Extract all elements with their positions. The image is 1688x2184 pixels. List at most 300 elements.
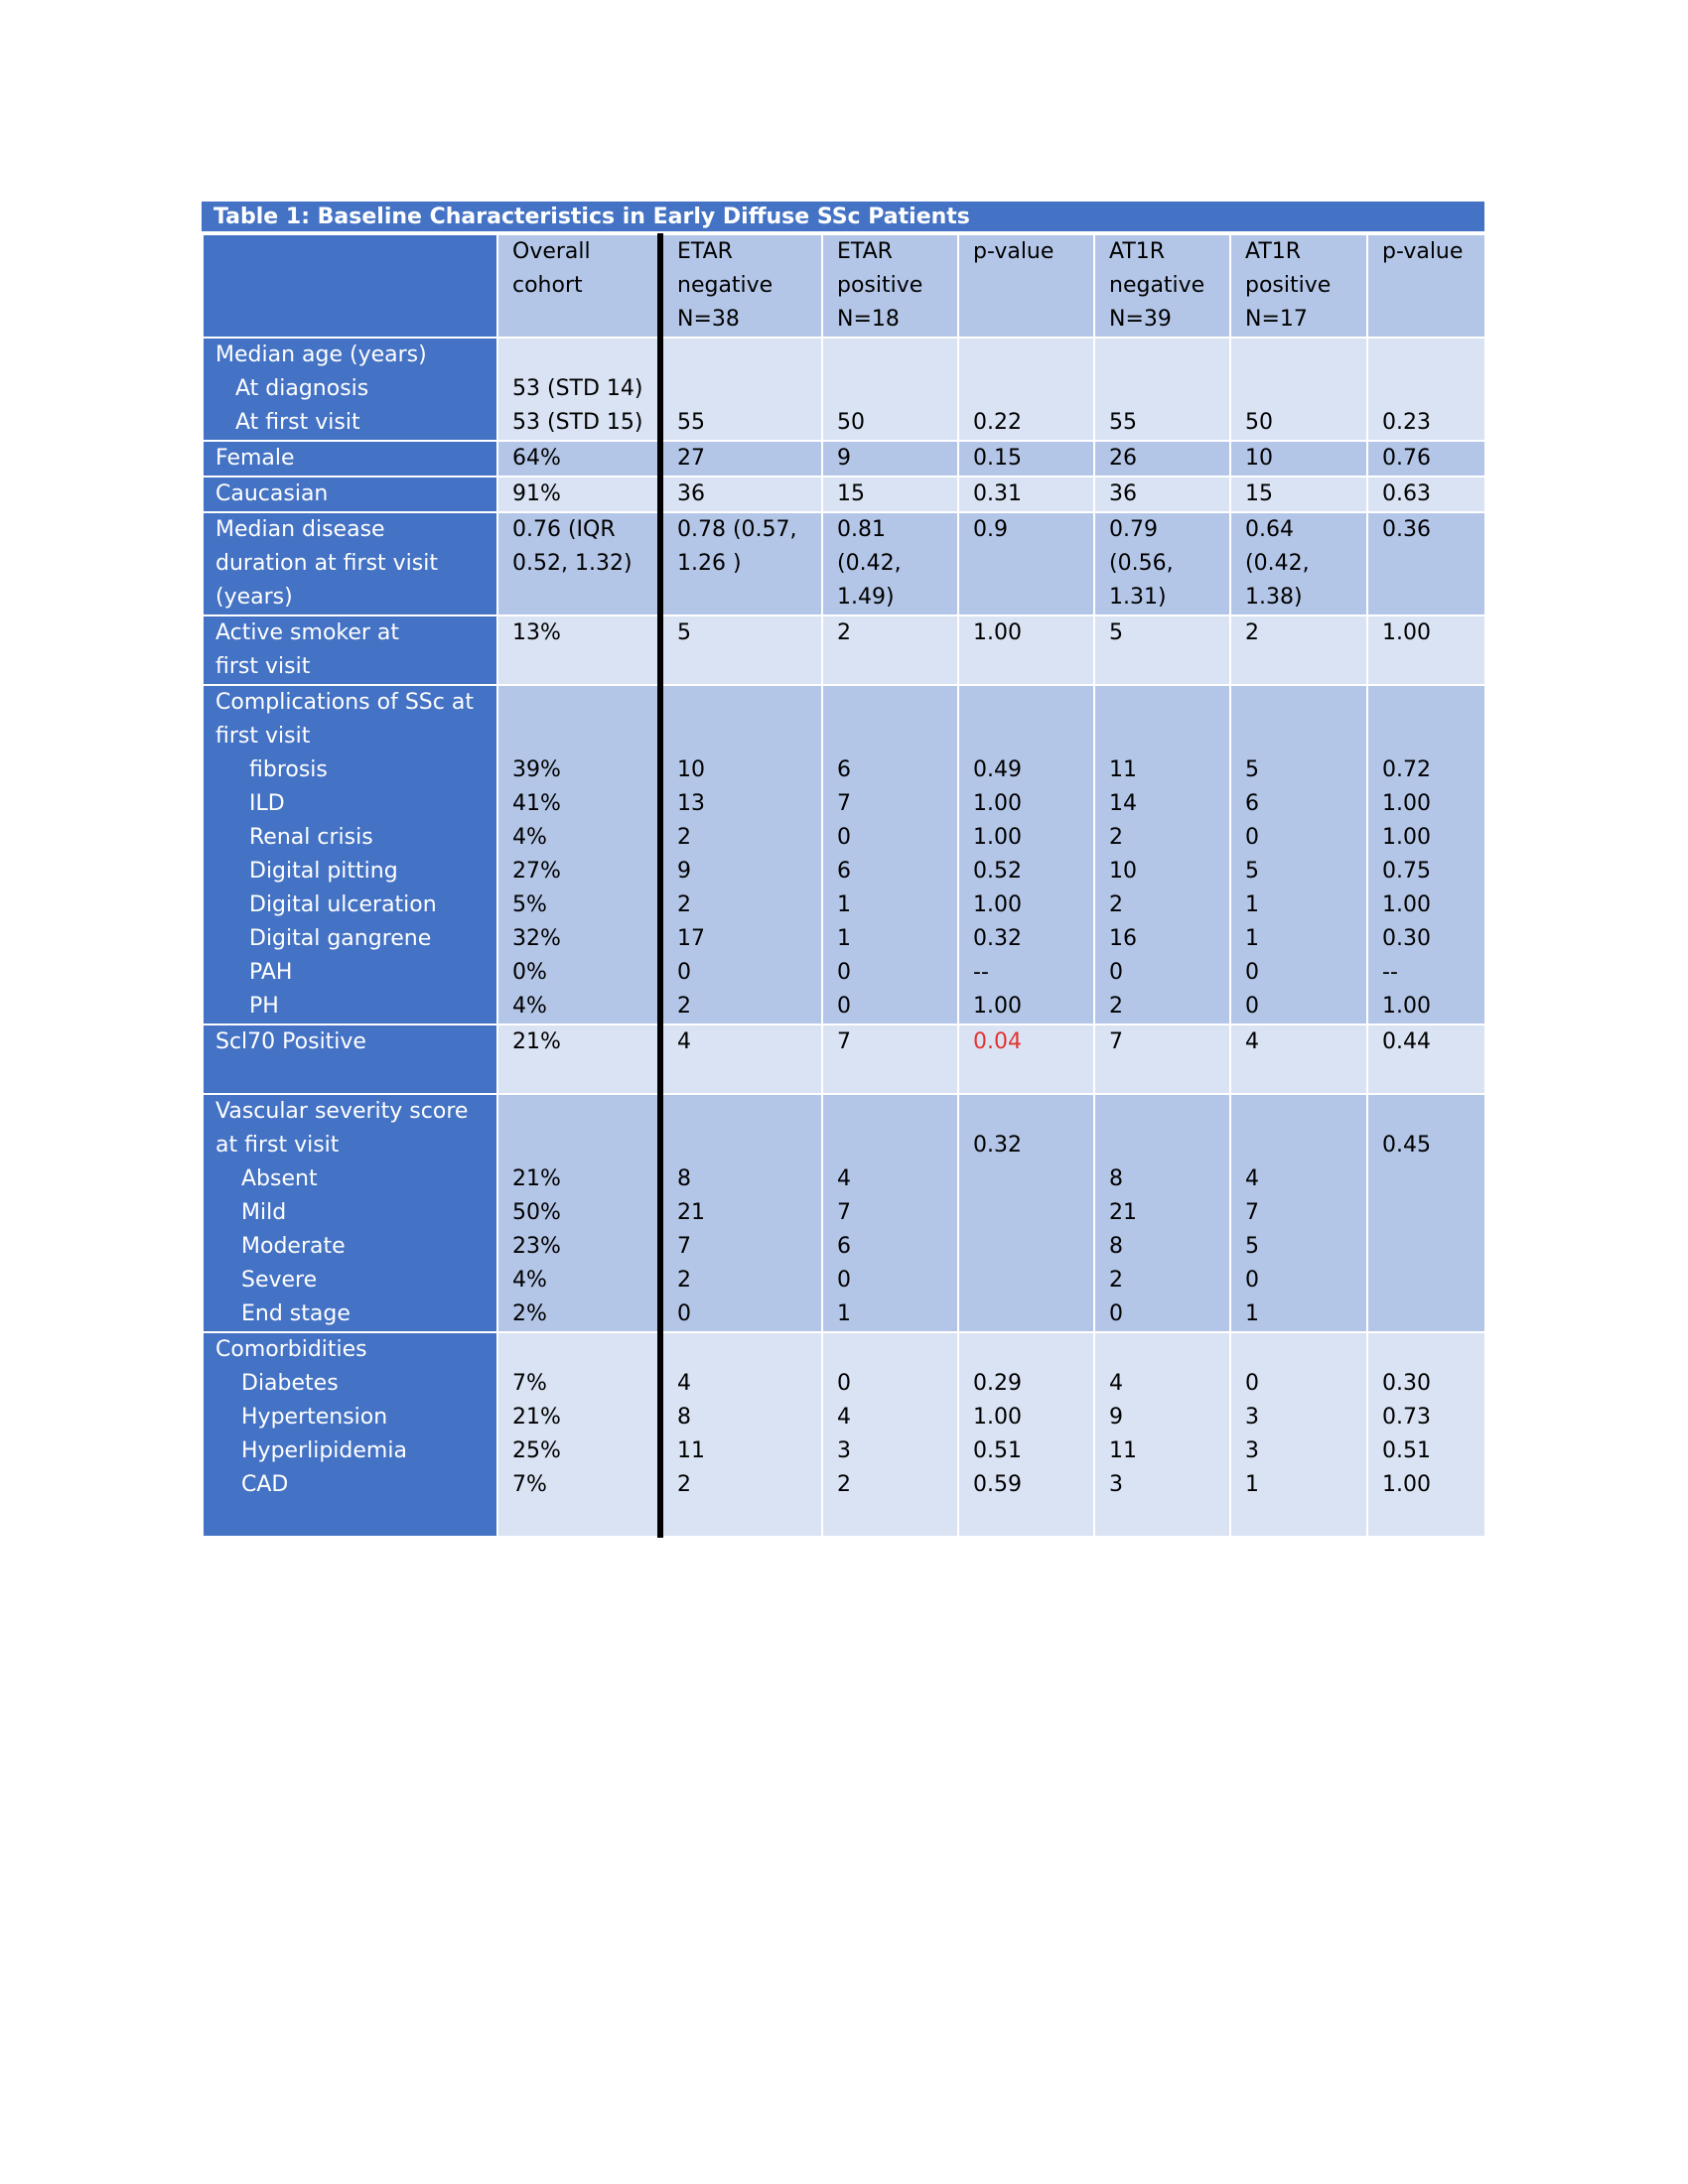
header-overall-cohort-line: cohort xyxy=(512,273,583,298)
overall-cohort-cell xyxy=(497,512,660,615)
overall-cohort-cell-line: 41% xyxy=(512,791,561,816)
row-label-line: Digital ulceration xyxy=(249,892,437,917)
at1r-negative-cell-line: 5 xyxy=(1109,620,1123,645)
at1r-p-value-cell-line: 0.51 xyxy=(1382,1438,1431,1463)
at1r-negative-cell-line: 4 xyxy=(1109,1371,1123,1396)
at1r-positive-cell-line xyxy=(1245,1095,1366,1129)
etar-p-value-cell-line: 0.49 xyxy=(973,757,1022,782)
overall-cohort-cell-line: 25% xyxy=(512,1438,561,1463)
etar-p-value-cell-line: 0.31 xyxy=(973,481,1022,506)
etar-p-value-cell-line: 0.51 xyxy=(973,1438,1022,1463)
row-label-line: Absent xyxy=(241,1166,318,1191)
at1r-p-value-cell-line xyxy=(1382,1333,1484,1367)
at1r-p-value-cell xyxy=(1367,615,1485,685)
overall-cohort-cell-line: 7% xyxy=(512,1371,547,1396)
header-at1r-positive-line: AT1R xyxy=(1245,239,1302,264)
at1r-negative-cell-line: 11 xyxy=(1109,757,1137,782)
etar-negative-cell xyxy=(660,512,822,615)
etar-negative-cell-line xyxy=(677,720,821,753)
etar-negative-cell-line: 5 xyxy=(677,620,691,645)
etar-positive-cell-line: 50 xyxy=(837,410,865,435)
etar-positive-cell-line xyxy=(837,720,957,753)
etar-negative-cell-line xyxy=(677,372,821,406)
overall-cohort-cell xyxy=(497,441,660,477)
header-overall-cohort xyxy=(497,234,660,338)
overall-cohort-cell xyxy=(497,1094,660,1332)
at1r-p-value-cell-line: -- xyxy=(1382,960,1398,985)
at1r-p-value-cell-line xyxy=(1382,720,1484,753)
at1r-positive-cell-line: 1.38) xyxy=(1245,585,1303,610)
at1r-positive-cell-line: 4 xyxy=(1245,1166,1259,1191)
etar-negative-cell-line: 2 xyxy=(677,1472,691,1497)
overall-cohort-cell-line xyxy=(512,339,657,372)
at1r-negative-cell-line: 2 xyxy=(1109,825,1123,850)
header-etar-negative-line: N=38 xyxy=(677,307,740,332)
etar-negative-cell-line: 2 xyxy=(677,994,691,1019)
at1r-negative-cell-line: 7 xyxy=(1109,1029,1123,1054)
row-label-line: Female xyxy=(215,446,295,471)
row-label-line: at first visit xyxy=(215,1133,340,1158)
etar-negative-cell-line: 4 xyxy=(677,1029,691,1054)
overall-cohort-cell-line xyxy=(512,1095,657,1129)
at1r-positive-cell-line: 0 xyxy=(1245,1268,1259,1293)
at1r-p-value-cell xyxy=(1367,441,1485,477)
etar-p-value-cell xyxy=(958,441,1094,477)
at1r-negative-cell-line: 2 xyxy=(1109,1268,1123,1293)
at1r-negative-cell-line: 8 xyxy=(1109,1234,1123,1259)
row-label-line: Digital gangrene xyxy=(249,926,432,951)
etar-positive-cell-line: 3 xyxy=(837,1438,851,1463)
at1r-positive-cell-line: 6 xyxy=(1245,791,1259,816)
at1r-negative-cell xyxy=(1094,1332,1230,1537)
etar-p-value-cell-line: 0.04 xyxy=(973,1029,1022,1054)
at1r-p-value-cell xyxy=(1367,1332,1485,1537)
at1r-p-value-cell-line: 0.30 xyxy=(1382,926,1431,951)
etar-positive-cell xyxy=(822,615,958,685)
etar-positive-cell-line: 0 xyxy=(837,1371,851,1396)
overall-cohort-cell-line: 50% xyxy=(512,1200,561,1225)
etar-positive-cell-line: 6 xyxy=(837,1234,851,1259)
overall-cohort-cell-line: 4% xyxy=(512,1268,547,1293)
etar-p-value-cell-line: 0.15 xyxy=(973,446,1022,471)
row-label-line: PH xyxy=(249,994,279,1019)
at1r-negative-cell xyxy=(1094,685,1230,1024)
etar-p-value-cell-line: 0.32 xyxy=(973,926,1022,951)
at1r-negative-cell xyxy=(1094,1094,1230,1332)
at1r-p-value-cell-line xyxy=(1382,372,1484,406)
overall-cohort-cell-line: 21% xyxy=(512,1029,561,1054)
table-row xyxy=(203,512,1485,615)
etar-negative-cell-line: 13 xyxy=(677,791,705,816)
overall-cohort-cell xyxy=(497,1332,660,1537)
at1r-negative-cell xyxy=(1094,512,1230,615)
etar-negative-cell-line: 0.78 (0.57, xyxy=(677,517,797,542)
table-row xyxy=(203,685,1485,1024)
etar-negative-cell-line: 55 xyxy=(677,410,705,435)
at1r-negative-cell-line: 14 xyxy=(1109,791,1137,816)
row-label xyxy=(203,1332,497,1537)
at1r-positive-cell-line xyxy=(1245,372,1366,406)
overall-cohort-cell-line: 64% xyxy=(512,446,561,471)
table-row xyxy=(203,441,1485,477)
at1r-p-value-cell xyxy=(1367,1094,1485,1332)
header-at1r-negative-line: negative xyxy=(1109,273,1205,298)
row-label-line: Hypertension xyxy=(241,1405,388,1430)
etar-positive-cell-line xyxy=(837,1333,957,1367)
etar-positive-cell-line: 6 xyxy=(837,757,851,782)
etar-p-value-cell-line: 0.22 xyxy=(973,410,1022,435)
etar-positive-cell-line: 2 xyxy=(837,620,851,645)
at1r-p-value-cell-line: 0.76 xyxy=(1382,446,1431,471)
etar-p-value-cell xyxy=(958,685,1094,1024)
table-row xyxy=(203,338,1485,441)
overall-cohort-cell-line xyxy=(512,686,657,720)
at1r-positive-cell xyxy=(1230,615,1367,685)
etar-positive-cell-line: 0 xyxy=(837,960,851,985)
header-at1r-p-value xyxy=(1367,234,1485,338)
etar-negative-cell-line xyxy=(677,1129,821,1162)
row-label-line: CAD xyxy=(241,1472,289,1497)
at1r-p-value-cell-line: 0.45 xyxy=(1382,1133,1431,1158)
row-label-line xyxy=(215,1502,496,1536)
at1r-p-value-cell-line: 0.36 xyxy=(1382,517,1431,542)
row-label-line: Severe xyxy=(241,1268,318,1293)
at1r-p-value-cell-line: 0.30 xyxy=(1382,1371,1431,1396)
row-label-line: At first visit xyxy=(235,410,360,435)
at1r-positive-cell xyxy=(1230,685,1367,1024)
at1r-negative-cell-line xyxy=(1109,720,1229,753)
overall-cohort-cell-line: 7% xyxy=(512,1472,547,1497)
header-etar-negative-line: ETAR xyxy=(677,239,733,264)
header-at1r-positive xyxy=(1230,234,1367,338)
at1r-negative-cell xyxy=(1094,441,1230,477)
header-at1r-negative-line: N=39 xyxy=(1109,307,1172,332)
overall-cohort-cell-line: 5% xyxy=(512,892,547,917)
data-table xyxy=(202,233,1486,1538)
overall-cohort-cell-line: 32% xyxy=(512,926,561,951)
at1r-p-value-cell-line: 0.75 xyxy=(1382,859,1431,884)
at1r-positive-cell-line: 3 xyxy=(1245,1405,1259,1430)
etar-p-value-cell xyxy=(958,615,1094,685)
etar-p-value-cell-line: 0.29 xyxy=(973,1371,1022,1396)
at1r-negative-cell-line: 0 xyxy=(1109,1301,1123,1326)
overall-cohort-cell-line xyxy=(512,720,657,753)
etar-negative-cell-line xyxy=(677,1095,821,1129)
at1r-negative-cell-line xyxy=(1109,339,1229,372)
header-etar-negative-line: negative xyxy=(677,273,774,298)
row-label-line xyxy=(215,1059,496,1093)
at1r-negative-cell-line: 2 xyxy=(1109,994,1123,1019)
etar-negative-cell-line: 2 xyxy=(677,892,691,917)
etar-positive-cell-line xyxy=(837,1095,957,1129)
etar-positive-cell xyxy=(822,1332,958,1537)
etar-p-value-cell-line xyxy=(973,339,1093,372)
overall-cohort-cell-line: 13% xyxy=(512,620,561,645)
at1r-negative-cell xyxy=(1094,1024,1230,1094)
etar-p-value-cell-line: 0.9 xyxy=(973,517,1008,542)
header-at1r-negative-line: AT1R xyxy=(1109,239,1166,264)
row-label-line: fibrosis xyxy=(249,757,328,782)
at1r-negative-cell-line: 26 xyxy=(1109,446,1137,471)
overall-cohort-cell-line: 91% xyxy=(512,481,561,506)
row-label-line: Median age (years) xyxy=(215,342,427,367)
row-label-line: Scl70 Positive xyxy=(215,1029,366,1054)
etar-positive-cell-line xyxy=(837,372,957,406)
at1r-negative-cell-line xyxy=(1109,1333,1229,1367)
row-label-line: ILD xyxy=(249,791,285,816)
overall-cohort-cell-line: 4% xyxy=(512,825,547,850)
etar-positive-cell-line: 4 xyxy=(837,1405,851,1430)
overall-cohort-cell-line: 0.76 (IQR xyxy=(512,517,616,542)
etar-p-value-cell-line: 1.00 xyxy=(973,892,1022,917)
row-label xyxy=(203,1094,497,1332)
row-label xyxy=(203,1024,497,1094)
overall-cohort-cell-line: 4% xyxy=(512,994,547,1019)
overall-cohort-cell-line: 0% xyxy=(512,960,547,985)
at1r-negative-cell-line xyxy=(1109,1095,1229,1129)
at1r-positive-cell-line: 4 xyxy=(1245,1029,1259,1054)
etar-p-value-cell-line: 1.00 xyxy=(973,1405,1022,1430)
overall-cohort-cell-line xyxy=(512,1129,657,1162)
at1r-p-value-cell-line xyxy=(1382,1095,1484,1129)
at1r-negative-cell-line: 3 xyxy=(1109,1472,1123,1497)
row-label xyxy=(203,477,497,512)
row-label-line: Renal crisis xyxy=(249,825,373,850)
at1r-positive-cell-line: 5 xyxy=(1245,757,1259,782)
at1r-negative-cell-line xyxy=(1109,1129,1229,1162)
at1r-negative-cell-line: 10 xyxy=(1109,859,1137,884)
at1r-positive-cell-line: 7 xyxy=(1245,1200,1259,1225)
etar-p-value-cell-line: -- xyxy=(973,960,989,985)
table-row xyxy=(203,477,1485,512)
row-label-line: Comorbidities xyxy=(215,1337,367,1362)
etar-positive-cell xyxy=(822,338,958,441)
etar-positive-cell-line: 0 xyxy=(837,1268,851,1293)
etar-positive-cell-line: 1 xyxy=(837,926,851,951)
etar-positive-cell xyxy=(822,1094,958,1332)
etar-positive-cell xyxy=(822,1024,958,1094)
at1r-p-value-cell-line: 0.73 xyxy=(1382,1405,1431,1430)
row-label xyxy=(203,615,497,685)
etar-positive-cell-line: 1.49) xyxy=(837,585,895,610)
etar-negative-cell-line: 2 xyxy=(677,1268,691,1293)
etar-negative-cell xyxy=(660,615,822,685)
etar-negative-cell-line: 0 xyxy=(677,1301,691,1326)
baseline-characteristics-table xyxy=(202,202,1484,1538)
etar-negative-cell-line xyxy=(677,339,821,372)
at1r-negative-cell-line: (0.56, xyxy=(1109,551,1174,576)
etar-positive-cell xyxy=(822,477,958,512)
row-label-line: duration at first visit xyxy=(215,551,438,576)
etar-negative-cell xyxy=(660,1024,822,1094)
at1r-negative-cell-line: 16 xyxy=(1109,926,1137,951)
header-at1r-positive-line: N=17 xyxy=(1245,307,1308,332)
etar-negative-cell xyxy=(660,1094,822,1332)
etar-negative-cell-line xyxy=(677,1333,821,1367)
etar-positive-cell-line: 4 xyxy=(837,1166,851,1191)
at1r-positive-cell xyxy=(1230,1332,1367,1537)
at1r-positive-cell-line: (0.42, xyxy=(1245,551,1310,576)
etar-p-value-cell-line xyxy=(973,1095,1093,1129)
etar-p-value-cell-line: 1.00 xyxy=(973,791,1022,816)
at1r-positive-cell-line: 0 xyxy=(1245,994,1259,1019)
row-label-line: first visit xyxy=(215,654,311,679)
etar-negative-cell xyxy=(660,441,822,477)
overall-cohort-cell-line: 2% xyxy=(512,1301,547,1326)
etar-negative-cell xyxy=(660,1332,822,1537)
at1r-positive-cell-line xyxy=(1245,339,1366,372)
row-label xyxy=(203,512,497,615)
row-label-line: Digital pitting xyxy=(249,859,398,884)
at1r-p-value-cell xyxy=(1367,477,1485,512)
etar-positive-cell-line: (0.42, xyxy=(837,551,902,576)
at1r-p-value-cell xyxy=(1367,338,1485,441)
row-label-line: first visit xyxy=(215,724,311,749)
at1r-p-value-cell-line: 0.63 xyxy=(1382,481,1431,506)
row-label-line: End stage xyxy=(241,1301,351,1326)
etar-positive-cell xyxy=(822,512,958,615)
at1r-negative-cell-line: 55 xyxy=(1109,410,1137,435)
at1r-positive-cell xyxy=(1230,441,1367,477)
at1r-negative-cell-line: 0.79 xyxy=(1109,517,1158,542)
etar-positive-cell-line: 15 xyxy=(837,481,865,506)
row-label-line: Diabetes xyxy=(241,1371,339,1396)
at1r-positive-cell-line: 0.64 xyxy=(1245,517,1294,542)
etar-negative-cell-line: 17 xyxy=(677,926,705,951)
at1r-p-value-cell-line: 1.00 xyxy=(1382,791,1431,816)
overall-cohort-cell-line: 39% xyxy=(512,757,561,782)
etar-negative-cell xyxy=(660,477,822,512)
at1r-negative-cell-line: 9 xyxy=(1109,1405,1123,1430)
etar-p-value-cell-line: 0.59 xyxy=(973,1472,1022,1497)
overall-cohort-cell-line: 21% xyxy=(512,1166,561,1191)
etar-negative-cell-line: 11 xyxy=(677,1438,705,1463)
etar-negative-cell-line: 9 xyxy=(677,859,691,884)
etar-positive-cell-line: 6 xyxy=(837,859,851,884)
table-title: Table 1: Baseline Characteristics in Early Diffuse SSc Patients xyxy=(202,202,1484,233)
row-label-line: Caucasian xyxy=(215,481,329,506)
at1r-p-value-cell-line: 0.23 xyxy=(1382,410,1431,435)
header-row xyxy=(203,234,1485,338)
at1r-negative-cell-line: 36 xyxy=(1109,481,1137,506)
at1r-negative-cell-line xyxy=(1109,686,1229,720)
overall-cohort-cell xyxy=(497,1024,660,1094)
etar-positive-cell-line xyxy=(837,339,957,372)
at1r-positive-cell-line: 50 xyxy=(1245,410,1273,435)
header-etar-positive-line: N=18 xyxy=(837,307,900,332)
etar-p-value-cell xyxy=(958,1094,1094,1332)
row-label-line: PAH xyxy=(249,960,293,985)
row-label-line: Mild xyxy=(241,1200,287,1225)
etar-positive-cell-line: 9 xyxy=(837,446,851,471)
etar-positive-cell-line: 0.81 xyxy=(837,517,886,542)
overall-cohort-cell xyxy=(497,615,660,685)
header-label xyxy=(203,234,497,338)
etar-negative-cell-line: 4 xyxy=(677,1371,691,1396)
etar-p-value-cell xyxy=(958,477,1094,512)
at1r-p-value-cell-line xyxy=(1382,686,1484,720)
at1r-negative-cell xyxy=(1094,477,1230,512)
at1r-positive-cell-line xyxy=(1245,1333,1366,1367)
etar-negative-cell-line: 21 xyxy=(677,1200,705,1225)
etar-positive-cell-line: 2 xyxy=(837,1472,851,1497)
at1r-p-value-cell xyxy=(1367,685,1485,1024)
table-row xyxy=(203,1094,1485,1332)
etar-p-value-cell-line: 1.00 xyxy=(973,994,1022,1019)
at1r-p-value-cell-line xyxy=(1382,339,1484,372)
row-label-line: Median disease xyxy=(215,517,385,542)
at1r-positive-cell xyxy=(1230,1094,1367,1332)
etar-negative-cell-line: 7 xyxy=(677,1234,691,1259)
etar-negative-cell-line: 36 xyxy=(677,481,705,506)
etar-positive-cell-line: 1 xyxy=(837,892,851,917)
overall-cohort-cell xyxy=(497,477,660,512)
overall-cohort-cell xyxy=(497,338,660,441)
etar-p-value-cell xyxy=(958,338,1094,441)
at1r-positive-cell-line: 5 xyxy=(1245,1234,1259,1259)
etar-p-value-cell-line: 0.52 xyxy=(973,859,1022,884)
at1r-positive-cell-line: 0 xyxy=(1245,1371,1259,1396)
at1r-positive-cell-line: 0 xyxy=(1245,960,1259,985)
at1r-p-value-cell-line: 1.00 xyxy=(1382,994,1431,1019)
at1r-positive-cell-line: 5 xyxy=(1245,859,1259,884)
etar-positive-cell-line xyxy=(837,686,957,720)
etar-positive-cell-line xyxy=(837,1129,957,1162)
at1r-p-value-cell xyxy=(1367,512,1485,615)
etar-p-value-cell xyxy=(958,512,1094,615)
etar-p-value-cell-line: 1.00 xyxy=(973,825,1022,850)
at1r-positive-cell-line: 10 xyxy=(1245,446,1273,471)
at1r-positive-cell-line: 1 xyxy=(1245,926,1259,951)
at1r-positive-cell-line: 3 xyxy=(1245,1438,1259,1463)
header-at1r-p-value-line: p-value xyxy=(1382,239,1464,264)
etar-positive-cell-line: 0 xyxy=(837,994,851,1019)
etar-negative-cell-line: 10 xyxy=(677,757,705,782)
etar-negative-cell xyxy=(660,338,822,441)
at1r-positive-cell xyxy=(1230,477,1367,512)
etar-negative-cell-line: 8 xyxy=(677,1405,691,1430)
header-etar-positive-line: ETAR xyxy=(837,239,893,264)
etar-p-value-cell-line xyxy=(973,686,1093,720)
at1r-p-value-cell xyxy=(1367,1024,1485,1094)
etar-p-value-cell-line xyxy=(973,372,1093,406)
row-label-line: Hyperlipidemia xyxy=(241,1438,407,1463)
at1r-positive-cell xyxy=(1230,512,1367,615)
etar-negative-cell-line xyxy=(677,686,821,720)
etar-positive-cell-line: 7 xyxy=(837,791,851,816)
etar-negative-cell-line: 0 xyxy=(677,960,691,985)
overall-cohort-cell xyxy=(497,685,660,1024)
row-label-line: (years) xyxy=(215,585,293,610)
etar-negative-cell-line: 2 xyxy=(677,825,691,850)
at1r-negative-cell xyxy=(1094,615,1230,685)
at1r-negative-cell-line xyxy=(1109,372,1229,406)
overall-cohort-cell-line: 0.52, 1.32) xyxy=(512,551,633,576)
row-label xyxy=(203,685,497,1024)
at1r-p-value-cell-line: 1.00 xyxy=(1382,1472,1431,1497)
at1r-positive-cell-line: 2 xyxy=(1245,620,1259,645)
at1r-p-value-cell-line: 0.72 xyxy=(1382,757,1431,782)
etar-positive-cell xyxy=(822,441,958,477)
table-row xyxy=(203,1332,1485,1537)
etar-positive-cell-line: 0 xyxy=(837,825,851,850)
header-overall-cohort-line: Overall xyxy=(512,239,591,264)
overall-cohort-cell-line: 53 (STD 15) xyxy=(512,410,643,435)
at1r-negative-cell xyxy=(1094,338,1230,441)
etar-positive-cell xyxy=(822,685,958,1024)
etar-positive-cell-line: 7 xyxy=(837,1200,851,1225)
at1r-positive-cell-line: 1 xyxy=(1245,892,1259,917)
